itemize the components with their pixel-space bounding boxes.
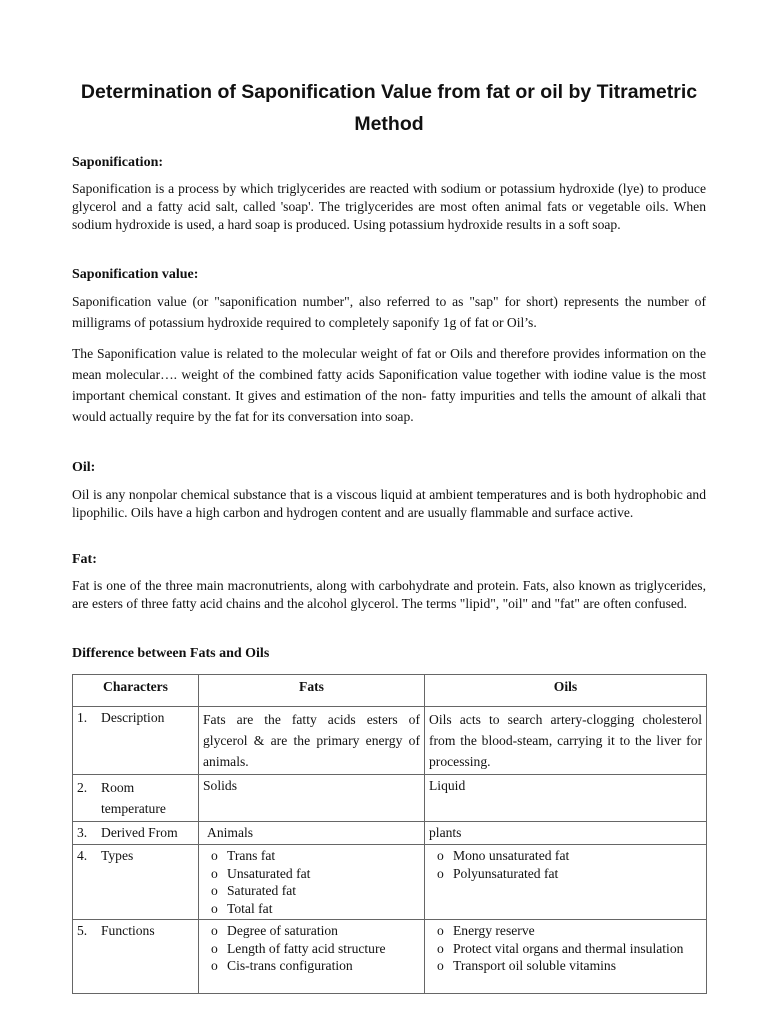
list-item: o Mono unsaturated fat [429, 847, 702, 865]
row-label [73, 822, 199, 845]
table-row [73, 707, 707, 775]
para-saponification: Saponification is a process by which triglycerides are reacted with sodium or potassium hydroxide (lye) to produce glycerol and a fatty acid salt, called 'soap'. The triglycerides are most often animal fats or vegetable oils. When sodium hydroxide is used, a hard soap is produced. Using potassium hydroxide results in a soft soap. [72, 181, 706, 232]
cell-fats [199, 845, 425, 920]
header-characters: Characters [73, 675, 199, 707]
row-label [73, 920, 199, 994]
row-number: 3. [77, 825, 88, 840]
para-sap-value-1: Saponification value (or "saponification number", also referred to as "sap" for short) represents the number of milligrams of potassium hydroxide required to completely saponify 1g of fat or Oil’s. [72, 294, 706, 330]
heading-saponification: Saponification: [72, 155, 164, 170]
row-label-text: Functions [101, 923, 155, 938]
fats-types-list [203, 847, 420, 917]
heading-fat: Fat: [72, 552, 97, 567]
comparison-table [72, 674, 707, 994]
list-item: o Transport oil soluble vitamins [429, 957, 702, 975]
page-title: Determination of Saponification Value from fat or oil by Titrametric Method [80, 81, 698, 135]
row-number: 5. [77, 923, 88, 938]
table-row [73, 920, 707, 994]
list-item: o Total fat [203, 900, 420, 918]
oils-functions-list [429, 922, 702, 975]
table-row [73, 775, 707, 822]
row-label [73, 845, 199, 920]
table-header-row [73, 675, 707, 707]
para-oil: Oil is any nonpolar chemical substance that is a viscous liquid at ambient temperatures and is both hydrophobic and lipophilic. Oils have a high carbon and hydrogen content and are usually flammable and surface active. [72, 487, 706, 520]
cell-fats [199, 920, 425, 994]
cell-fats: Solids [199, 775, 425, 822]
cell-fats: Fats are the fatty acids esters of glycerol & are the primary energy of animals. [199, 707, 425, 775]
table-row [73, 845, 707, 920]
row-label [73, 775, 199, 822]
heading-oil: Oil: [72, 460, 96, 475]
row-number: 4. [77, 848, 88, 863]
cell-oils: plants [425, 822, 707, 845]
cell-fats [199, 822, 425, 845]
row-label [73, 707, 199, 775]
para-sap-value-2: The Saponification value is related to the molecular weight of fat or Oils and therefore provides information on the mean molecular…. weight of the combined fatty acids Saponification value together with iodine value is the most important chemical constant. It gives and estimation of the non- fatty impurities and tells the amount of alkali that would actually require by the fat for its conversation into soap. [72, 346, 706, 424]
cell-fats-text: Animals [207, 825, 254, 840]
header-oils: Oils [425, 675, 707, 707]
list-item: o Saturated fat [203, 882, 420, 900]
cell-oils: Liquid [425, 775, 707, 822]
list-item: o Cis-trans configuration [203, 957, 420, 975]
list-item: o Energy reserve [429, 922, 702, 940]
cell-oils: Oils acts to search artery-clogging cholesterol from the blood-steam, carrying it to the liver for processing. [425, 707, 707, 775]
list-item: o Degree of saturation [203, 922, 420, 940]
list-item: o Polyunsaturated fat [429, 865, 702, 883]
para-fat: Fat is one of the three main macronutrients, along with carbohydrate and protein. Fats, also known as triglycerides, are esters of three fatty acid chains and the alcohol glycerol. The terms "lipid", "oil" and "fat" are often confused. [72, 578, 706, 611]
list-item: o Protect vital organs and thermal insulation [429, 940, 702, 958]
cell-oils [425, 845, 707, 920]
row-number: 2. [77, 780, 88, 795]
header-fats: Fats [199, 675, 425, 707]
oils-types-list [429, 847, 702, 882]
heading-difference: Difference between Fats and Oils [72, 646, 270, 661]
table-row [73, 822, 707, 845]
fats-functions-list [203, 922, 420, 975]
list-item: o Length of fatty acid structure [203, 940, 420, 958]
list-item: o Unsaturated fat [203, 865, 420, 883]
cell-oils [425, 920, 707, 994]
row-label-text: Derived From [101, 825, 178, 840]
row-label-text: Room temperature [101, 780, 166, 816]
row-number: 1. [77, 710, 88, 725]
heading-sap-value: Saponification value: [72, 267, 199, 282]
row-label-text: Types [101, 848, 134, 863]
list-item: o Trans fat [203, 847, 420, 865]
row-label-text: Description [101, 710, 165, 725]
